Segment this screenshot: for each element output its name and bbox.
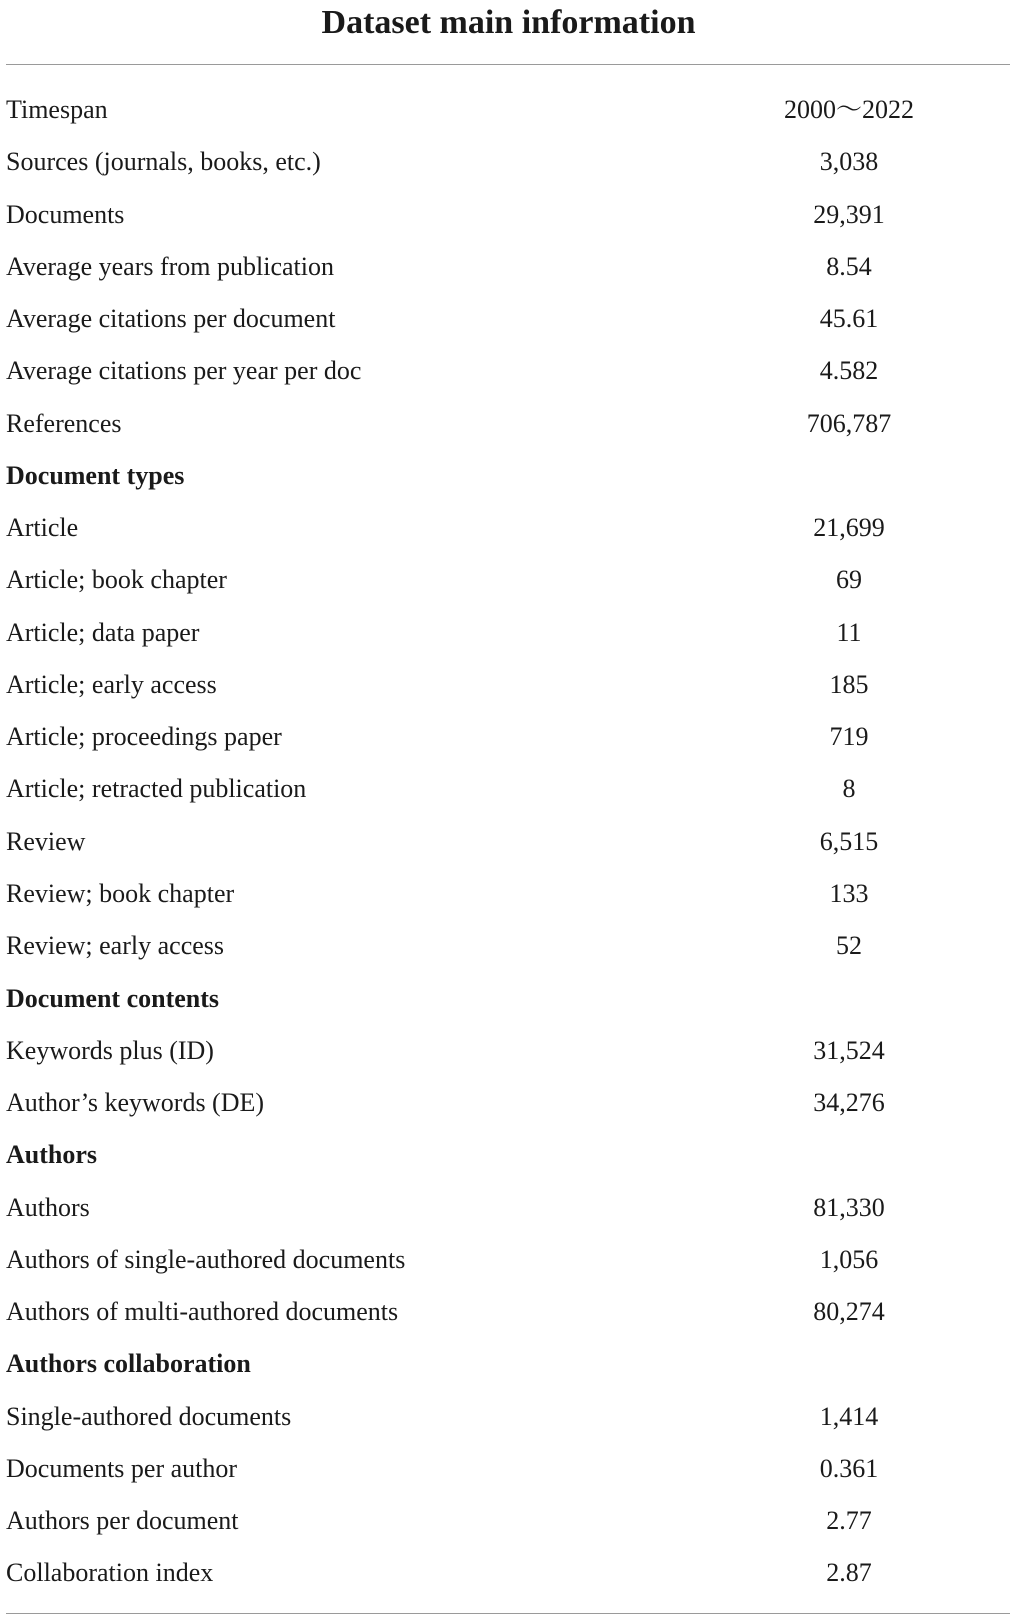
table-row xyxy=(0,241,1017,293)
table-row xyxy=(0,136,1017,188)
row-value: 34,276 xyxy=(813,1088,885,1118)
row-value: 8.54 xyxy=(826,251,872,281)
row-value: 4.582 xyxy=(819,356,879,386)
row-value: 11 xyxy=(836,617,862,647)
row-value: 719 xyxy=(829,722,869,752)
row-label: Review; early access xyxy=(6,931,225,961)
table-row xyxy=(0,1391,1017,1443)
row-value: 2.87 xyxy=(826,1558,872,1588)
row-value: 80,274 xyxy=(813,1297,885,1327)
row-value: 29,391 xyxy=(813,199,885,229)
row-value: 3,038 xyxy=(819,147,879,177)
row-value: 133 xyxy=(829,878,869,908)
row-label: Authors of single-authored documents xyxy=(6,1244,406,1274)
row-label: Review xyxy=(6,826,86,856)
row-label: Collaboration index xyxy=(6,1558,214,1588)
table-row xyxy=(0,659,1017,711)
section-header-row xyxy=(0,1338,1017,1390)
row-label: Average citations per year per doc xyxy=(6,356,362,386)
table-row xyxy=(0,293,1017,345)
row-value: 185 xyxy=(829,669,869,699)
row-value: 706,787 xyxy=(806,408,892,438)
table-row xyxy=(0,84,1017,136)
row-label: Authors xyxy=(6,1192,90,1222)
row-value: 69 xyxy=(836,565,862,595)
row-label: Review; book chapter xyxy=(6,878,235,908)
section-header-label: Document contents xyxy=(6,983,220,1013)
table-row xyxy=(0,345,1017,397)
section-header-label: Document types xyxy=(6,460,185,490)
table-row xyxy=(0,1286,1017,1338)
row-value: 81,330 xyxy=(813,1192,885,1222)
row-value: 2000～2022 xyxy=(783,95,914,124)
row-value: 1,414 xyxy=(819,1401,879,1431)
table-row xyxy=(0,502,1017,554)
row-label: Average years from publication xyxy=(6,251,334,281)
section-header-row xyxy=(0,1129,1017,1181)
row-label: Timespan xyxy=(6,95,108,124)
table-row xyxy=(0,1234,1017,1286)
row-value: 45.61 xyxy=(819,304,879,334)
row-value: 1,056 xyxy=(819,1244,879,1274)
row-label: Keywords plus (ID) xyxy=(6,1035,214,1065)
row-label: Authors of multi-authored documents xyxy=(6,1297,399,1327)
table-row xyxy=(0,711,1017,763)
row-label: Documents per author xyxy=(6,1453,238,1483)
table-row xyxy=(0,1495,1017,1547)
row-label: Average citations per document xyxy=(6,304,336,334)
table-row xyxy=(0,189,1017,241)
row-value: 8 xyxy=(842,774,856,804)
section-header-label: Authors collaboration xyxy=(6,1349,251,1379)
row-label: References xyxy=(6,408,122,438)
row-label: Single-authored documents xyxy=(6,1401,292,1431)
table-row xyxy=(0,1077,1017,1129)
table-body xyxy=(0,84,1017,1600)
row-label: Authors per document xyxy=(6,1506,239,1536)
row-label: Article; book chapter xyxy=(6,565,227,595)
section-header-row xyxy=(0,973,1017,1025)
table-row xyxy=(0,868,1017,920)
row-value: 6,515 xyxy=(819,826,879,856)
row-label: Article; retracted publication xyxy=(6,774,307,804)
row-value: 31,524 xyxy=(813,1035,885,1065)
section-header-label: Authors xyxy=(6,1140,98,1170)
row-label: Article xyxy=(6,513,79,543)
section-header-row xyxy=(0,450,1017,502)
table-row xyxy=(0,816,1017,868)
table-row xyxy=(0,607,1017,659)
row-value: 21,699 xyxy=(813,513,885,543)
table-row xyxy=(0,763,1017,815)
row-label: Article; early access xyxy=(6,669,217,699)
table-row xyxy=(0,398,1017,450)
table-row xyxy=(0,920,1017,972)
table-row xyxy=(0,1182,1017,1234)
row-label: Documents xyxy=(6,199,125,229)
row-value: 0.361 xyxy=(819,1453,879,1483)
table-row xyxy=(0,1443,1017,1495)
table-bottom-rule xyxy=(6,1613,1010,1614)
row-label: Author’s keywords (DE) xyxy=(6,1088,265,1118)
table-title: Dataset main information xyxy=(321,4,696,41)
row-label: Article; data paper xyxy=(6,617,200,647)
table-row xyxy=(0,1025,1017,1077)
row-label: Sources (journals, books, etc.) xyxy=(6,147,321,177)
table-row xyxy=(0,554,1017,606)
row-label: Article; proceedings paper xyxy=(6,722,282,752)
table-top-rule xyxy=(6,64,1010,65)
table-row xyxy=(0,1547,1017,1599)
row-value: 2.77 xyxy=(826,1506,872,1536)
row-value: 52 xyxy=(836,931,862,961)
